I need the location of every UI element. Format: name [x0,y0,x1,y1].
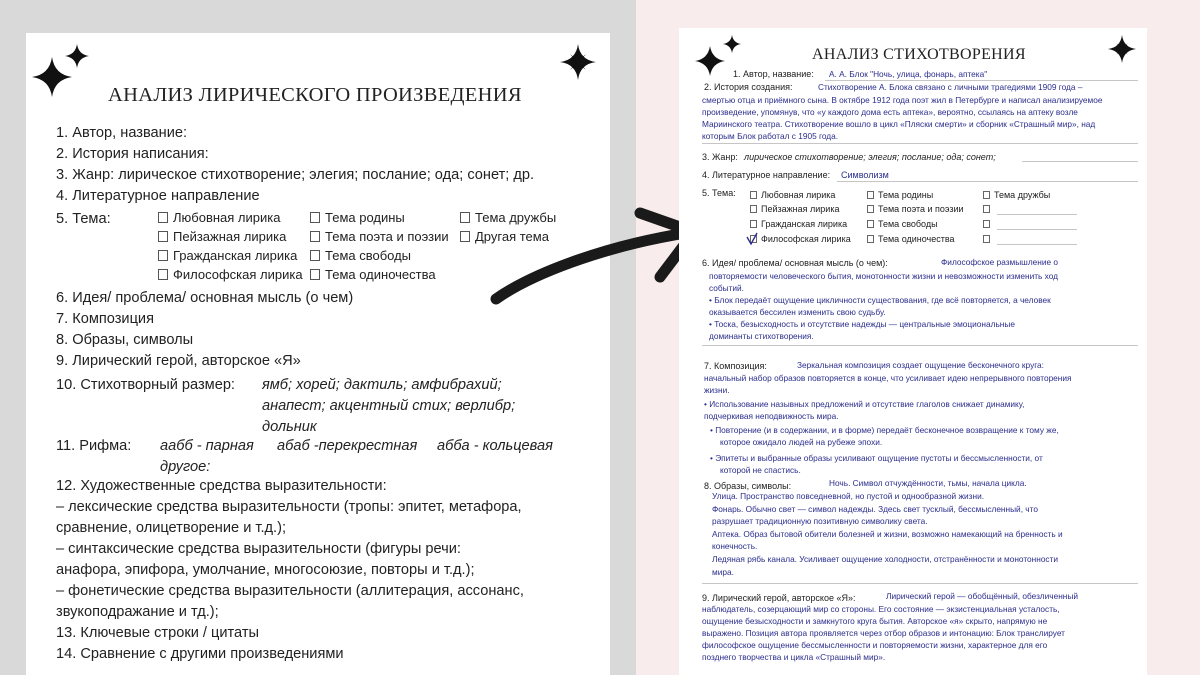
right-theme-label: 5. Тема: [702,188,736,198]
checkbox-icon [310,231,320,242]
theme-option: Философская лирика [158,266,303,284]
genre-value: лирическое стихотворение; элегия; послание; ода; сонет; [744,152,996,162]
theme-option: Другая тема [460,228,549,246]
sparkle-star-icon [722,34,742,54]
theme-option-blank [983,219,994,230]
text-line: • Использование назывных предложений и отсутствие глаголов снижает динамику, [704,399,1025,410]
history-label: 2. История создания: [704,82,793,92]
text-line: • Тоска, безысходность и отсутствие надежды — центральные эмоциональные [709,319,1015,330]
theme-option-blank [983,204,994,215]
composition-first-line: Зеркальная композиция создает ощущение бесконечного круга: [797,360,1044,370]
text-line: мира. [712,566,734,577]
rhyme-option: другое: [160,459,211,475]
text-line: философское ощущение бессмысленности и повторяемости жизни, характерное для его [702,640,1048,651]
text-line: конечность. [712,541,758,552]
checkbox-icon [158,250,168,261]
idea-label: 6. Идея/ проблема/ основная мысль (о чем): [702,258,888,268]
theme-option: Любовная лирика [158,209,280,227]
meter-line: анапест; акцентный стих; верлибр; [262,398,516,414]
theme-option: Тема дружбы [983,190,1050,201]
means-line: 13. Ключевые строки / цитаты [56,625,260,641]
underline [825,80,1138,81]
idea-first-line: Философское размышление о [941,257,1059,267]
text-line: смертью отца и приёмного сына. В октябре 1912 года поэт жил в Петербурге и написал анализируемое [702,95,1103,105]
theme-option-blank [983,234,994,245]
left-item-genre: 3. Жанр: лирическое стихотворение; элегия; послание; ода; сонет; др. [56,167,535,183]
text-line: Ледяная рябь канала. Усиливает ощущение холодности, отстранённости и монотонности [712,553,1059,564]
left-item-author: 1. Автор, название: [56,125,188,141]
theme-option: Гражданская лирика [158,247,297,265]
checkbox-icon [750,205,757,213]
left-item-composition: 7. Композиция [56,311,154,327]
theme-option: Философская лирика [750,234,851,245]
theme-option: Тема поэта и поэзии [867,204,964,215]
checkbox-icon [310,212,320,223]
underline [997,229,1077,230]
images-text [712,490,1140,578]
history-first-line: Стихотворение А. Блока связано с личными трагедиями 1909 года – [818,82,1083,92]
underline [1022,161,1138,162]
means-line: – лексические средства выразительности (тропы: эпитет, метафора, [56,499,522,515]
theme-option: Тема одиночества [867,234,955,245]
theme-option: Пейзажная лирика [750,204,839,215]
theme-option: Тема родины [867,190,933,201]
text-line: произведение, упомянув, что «у каждого дома есть аптека», вероятно, ссылаясь на аптеку возле [702,107,1078,118]
arrow-right-icon [490,205,710,315]
text-line: • Повторение (и в содержании, и в форме) передаёт бесконечное возвращение к тому же, [710,425,1059,436]
idea-text [709,270,1138,343]
text-line: оказывается бессилен изменить свою судьбу. [709,307,886,318]
rhyme-option: аабб - парная [160,438,254,454]
theme-option: Тема поэта и поэзии [310,228,449,246]
left-meter-label: 10. Стихотворный размер: [56,377,235,393]
sparkle-star-icon [64,43,90,69]
text-line: которым Блок работал с 1905 года. [702,131,839,142]
text-line: начальный набор образов повторяется в конце, что усиливает идею непрерывного повторения [704,373,1072,383]
checkmark-icon [745,232,759,246]
sparkle-star-icon [558,42,598,82]
text-line: которой не спастись. [720,464,801,475]
theme-option: Тема одиночества [310,266,436,284]
underline [702,583,1138,584]
hero-text [702,603,1140,663]
underline [702,143,1138,144]
text-line: Мариинского театра. Стихотворение вошло в цикл «Пляски смерти» и сборник «Страшный мир», над [702,119,1096,130]
text-line: подчеркивая неподвижность мира. [704,411,839,422]
checkbox-icon [158,231,168,242]
checkbox-icon [310,250,320,261]
text-line: жизни. [704,385,730,396]
hero-first-line: Лирический герой — обобщённый, обезличенный [886,591,1078,601]
means-line: звукоподражание и тд.); [56,604,219,620]
genre-label: 3. Жанр: [702,152,738,162]
text-line: наблюдатель, созерцающий мир со стороны. Его состояние — экзистенциальная усталость, [702,604,1060,614]
left-theme-label: 5. Тема: [56,211,111,227]
left-rhyme-label: 11. Рифма: [56,438,132,454]
left-item-idea: 6. Идея/ проблема/ основная мысль (о чем) [56,290,354,306]
checkbox-icon [310,269,320,280]
text-line: Фонарь. Обычно свет — символ надежды. Здесь свет тусклый, бессмысленный, что [712,503,1038,514]
means-line: 14. Сравнение с другими произведениями [56,646,344,662]
means-line: 12. Художественные средства выразительности: [56,478,387,494]
author-value: А. А. Блок "Ночь, улица, фонарь, аптека" [829,69,988,79]
theme-option: Тема свободы [310,247,411,265]
meter-line: ямб; хорей; дактиль; амфибрахий; [262,377,502,393]
theme-option: Любовная лирика [750,190,835,201]
checkbox-icon [983,191,990,199]
hero-label: 9. Лирический герой, авторское «Я»: [702,593,856,603]
checkbox-icon [983,205,990,213]
means-line: анафора, эпифора, умолчание, многосоюзие, повторы и т.д.); [56,562,475,578]
means-line: – фонетические средства выразительности (аллитерация, ассонанс, [56,583,524,599]
text-line: • Блок передаёт ощущение цикличности существования, где всё повторяется, а человек [709,295,1051,306]
left-item-images: 8. Образы, символы [56,332,194,348]
text-line: доминанты стихотворения. [709,331,814,342]
text-line: повторяемости человеческого бытия, монотонности жизни и невозможности изменить ход [709,271,1058,281]
text-line: Аптека. Образ бытовой обители болезней и жизни, возможно намекающий на бренность и [712,528,1063,539]
checkbox-icon [983,235,990,243]
composition-label: 7. Композиция: [704,361,767,371]
author-label: 1. Автор, название: [733,69,814,79]
text-line: ощущение безысходности и замкнутого круга бытия. Авторское «я» скрыто, напрямую не [702,616,1048,627]
direction-label: 4. Литературное направление: [702,170,831,180]
theme-option: Тема родины [310,209,405,227]
rhyme-option: абба - кольцевая [437,438,553,454]
history-text [702,94,1138,142]
means-line: сравнение, олицетворение и т.д.); [56,520,287,536]
text-line: Улица. Пространство повседневной, но пустой и однообразной жизни. [712,491,985,501]
checkbox-icon [750,220,757,228]
checkbox-icon [750,191,757,199]
underline [837,181,1138,182]
right-title: АНАЛИЗ СТИХОТВОРЕНИЯ [812,46,1026,63]
composition-text [704,372,1140,476]
rhyme-option: абаб -перекрестная [277,438,418,454]
images-first-line: Ночь. Символ отчуждённости, тьмы, начала цикла. [829,478,1027,488]
theme-option: Гражданская лирика [750,219,847,230]
means-line: – синтаксические средства выразительности (фигуры речи: [56,541,461,557]
direction-value: Символизм [841,170,889,180]
left-item-history: 2. История написания: [56,146,209,162]
images-label: 8. Образы, символы: [704,481,792,491]
checkbox-icon [158,269,168,280]
sparkle-star-icon [1107,34,1137,64]
checkbox-icon [867,205,874,213]
theme-option: Тема дружбы [460,209,556,227]
checkbox-icon [158,212,168,223]
underline [702,345,1138,346]
underline [997,214,1077,215]
text-line: • Эпитеты и выбранные образы усиливают ощущение пустоты и бессмысленности, от [710,452,1043,463]
left-item-hero: 9. Лирический герой, авторское «Я» [56,353,301,369]
text-line: событий. [709,283,744,294]
checkbox-icon [983,220,990,228]
text-line: позднего творчества и цикла «Страшный мир». [702,652,886,663]
checkbox-icon [867,191,874,199]
left-title: АНАЛИЗ ЛИРИЧЕСКОГО ПРОИЗВЕДЕНИЯ [108,84,522,106]
meter-line: дольник [262,419,317,435]
underline [997,244,1077,245]
checkbox-icon [867,220,874,228]
text-line: разрушает традиционную позитивную символику света. [712,516,928,527]
checkbox-icon [460,212,470,223]
text-line: выражено. Позиция автора проявляется через отбор образов и интонацию: Блок транслирует [702,628,1065,639]
checkbox-icon [867,235,874,243]
theme-option: Пейзажная лирика [158,228,286,246]
checkbox-icon [460,231,470,242]
text-line: которое ожидало людей на рубеже эпохи. [720,437,883,448]
theme-option: Тема свободы [867,219,938,230]
left-item-direction: 4. Литературное направление [56,188,260,204]
